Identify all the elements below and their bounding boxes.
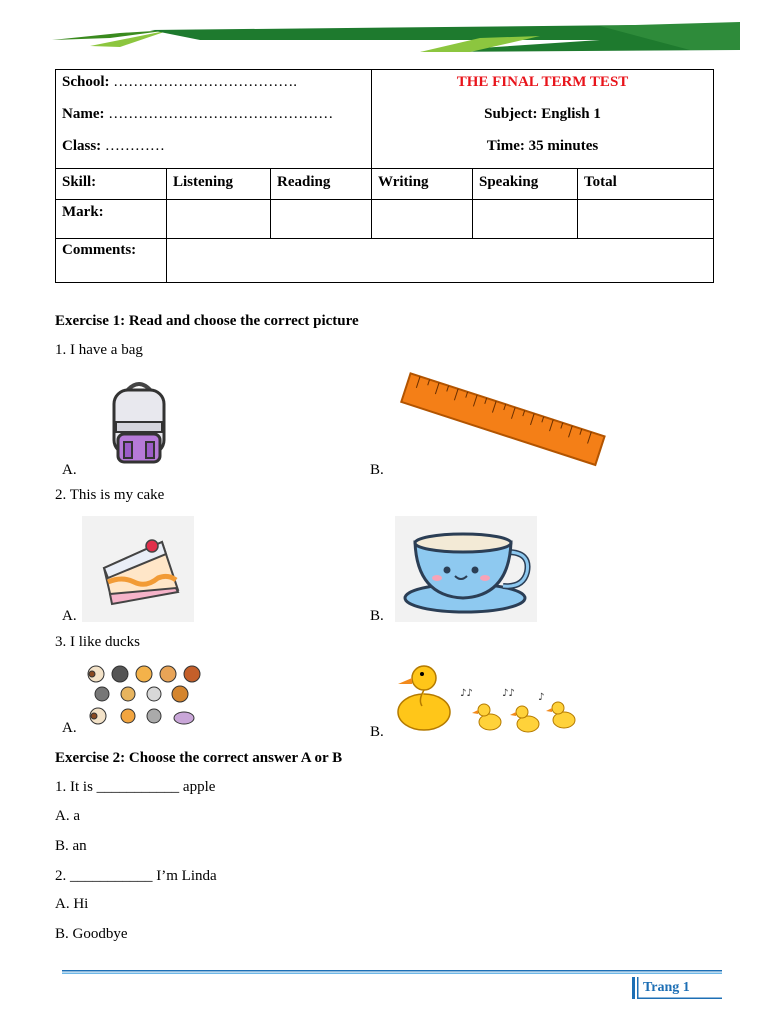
cake-icon[interactable] (82, 516, 194, 622)
ex1-question-1: 1. I have a bag (55, 342, 143, 358)
school-label: School: (62, 74, 110, 90)
class-field[interactable]: ………… (104, 138, 165, 154)
mark-cell-writing[interactable] (372, 200, 473, 239)
skill-speaking: Speaking (473, 169, 578, 200)
time-text: Time: 35 minutes (486, 138, 599, 154)
ex2-q2-option-b[interactable]: B. Goodbye (55, 926, 128, 942)
mark-label: Mark: (56, 200, 167, 239)
skill-label: Skill: (56, 169, 167, 200)
ducks-icon[interactable] (388, 660, 580, 740)
ex1-question-3: 3. I like ducks (55, 634, 140, 650)
ex1-q2-option-a[interactable]: A. (62, 608, 77, 624)
ex1-q1-option-b[interactable]: B. (370, 462, 384, 478)
ex1-question-2: 2. This is my cake (55, 487, 165, 503)
ruler-icon[interactable] (396, 372, 608, 472)
name-field[interactable]: ……………………………………… (108, 106, 334, 122)
subject-text: Subject: English 1 (484, 106, 601, 122)
ex1-q3-option-b[interactable]: B. (370, 724, 384, 740)
ex2-question-1: 1. It is ___________ apple (55, 779, 216, 795)
ex1-q1-option-a[interactable]: A. (62, 462, 77, 478)
class-label: Class: (62, 138, 102, 154)
exercise2-title: Exercise 2: Choose the correct answer A or B (55, 750, 343, 766)
test-title: THE FINAL TERM TEST (456, 74, 629, 90)
comments-label: Comments: (56, 239, 167, 283)
comments-cell[interactable] (167, 239, 714, 283)
skill-listening: Listening (167, 169, 271, 200)
skill-reading: Reading (271, 169, 372, 200)
mark-cell-speaking[interactable] (473, 200, 578, 239)
page-number: Trang 1 (643, 980, 690, 995)
test-info-cell (372, 70, 714, 169)
teacup-icon[interactable] (395, 516, 537, 622)
ex2-q2-option-a[interactable]: A. Hi (55, 896, 89, 912)
mark-cell-listening[interactable] (167, 200, 271, 239)
ex2-q1-option-b[interactable]: B. an (55, 838, 87, 854)
ex2-question-2: 2. ___________ I’m Linda (55, 868, 217, 884)
ex1-q3-option-a[interactable]: A. (62, 720, 77, 736)
svg-text:♪♪: ♪♪ (502, 688, 515, 699)
skill-total: Total (578, 169, 714, 200)
pets-icon[interactable] (84, 662, 202, 730)
ex2-q1-option-a[interactable]: A. a (55, 808, 80, 824)
mark-cell-reading[interactable] (271, 200, 372, 239)
ex1-q2-option-b[interactable]: B. (370, 608, 384, 624)
school-field[interactable]: ………………………………. (113, 74, 298, 90)
skill-writing: Writing (372, 169, 473, 200)
name-label: Name: (62, 106, 105, 122)
backpack-icon[interactable] (108, 378, 170, 468)
footer-divider (62, 970, 722, 974)
info-table (55, 69, 714, 283)
exercise1-title: Exercise 1: Read and choose the correct picture (55, 313, 359, 329)
student-info-cell (56, 70, 372, 169)
header-decoration (0, 0, 768, 60)
svg-text:♪♪: ♪♪ (460, 688, 473, 699)
mark-cell-total[interactable] (578, 200, 714, 239)
svg-text:♪: ♪ (538, 692, 545, 703)
